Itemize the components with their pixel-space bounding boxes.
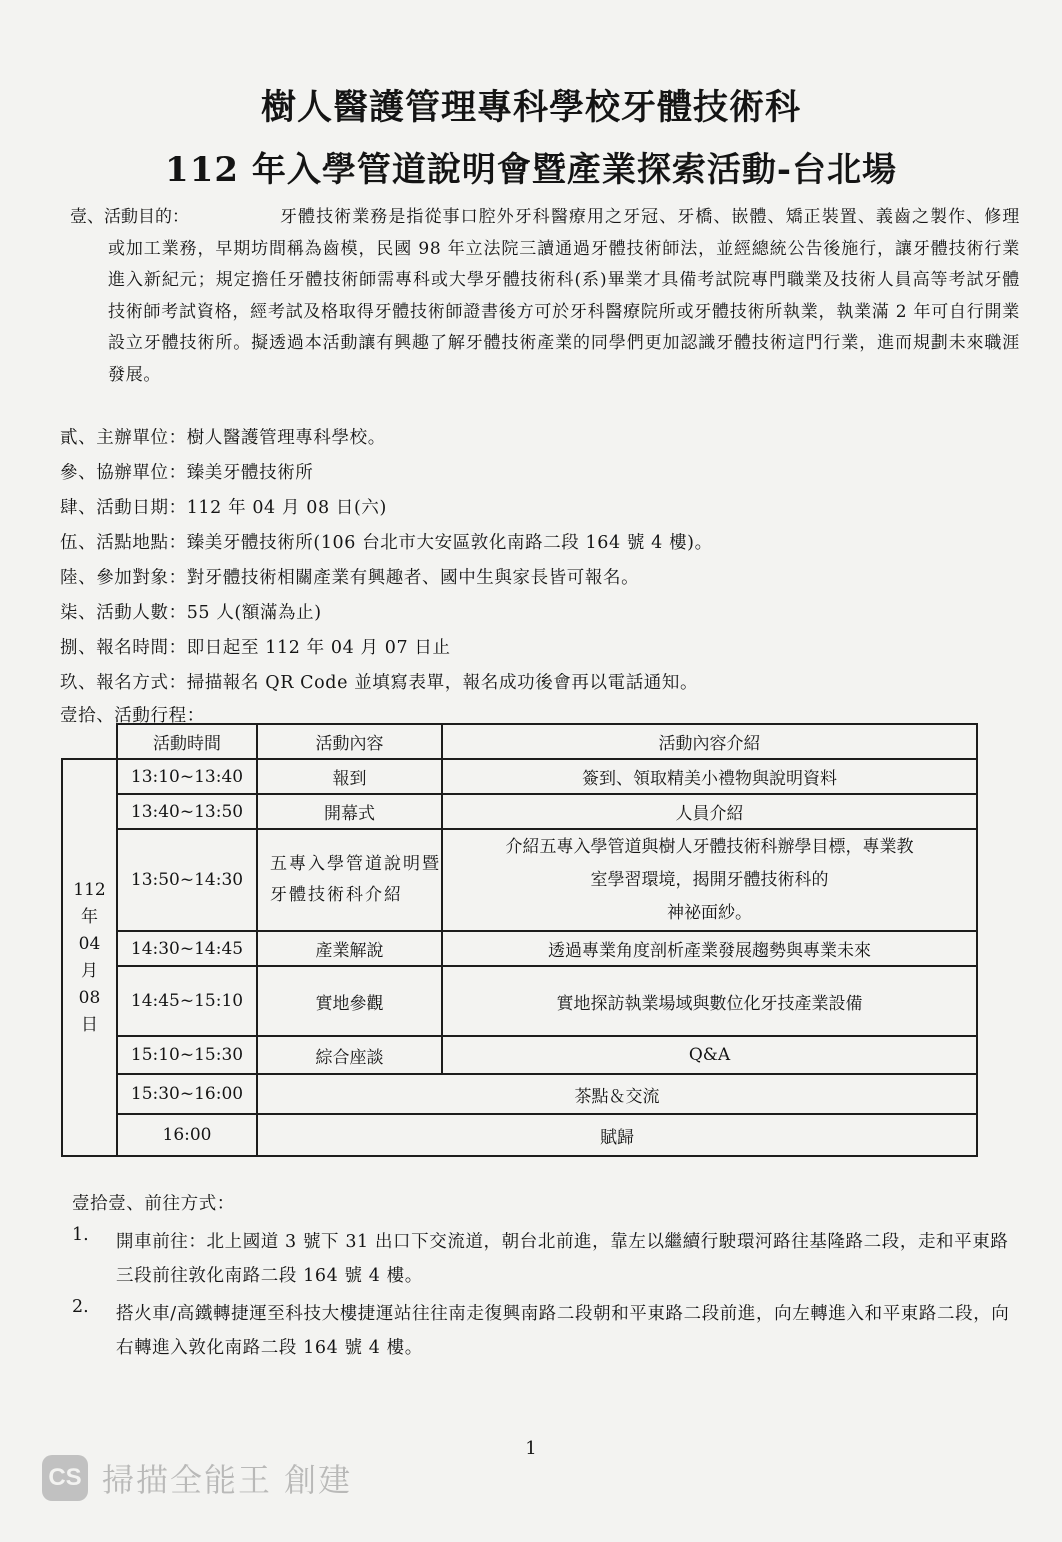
info-registration-period: 捌、報名時間：即日起至 112 年 04 月 07 日止 — [60, 638, 451, 658]
table-row — [62, 1036, 977, 1074]
document-title: 樹人醫護管理專科學校牙體技術科 — [260, 87, 801, 128]
desc-line-3: 神祕面紗。 — [667, 902, 752, 923]
desc-cell: 實地探訪執業場域與數位化牙技產業設備 — [442, 966, 977, 1036]
info-capacity: 柒、活動人數：55 人(額滿為止) — [60, 603, 322, 623]
step-text: 搭火車/高鐵轉捷運至科技大樓捷運站往往南走復興南路二段朝和平東路二段前進，向左轉進入和平東路二段，向右轉進入敦化南路二段 164 號 4 樓。 — [116, 1304, 1010, 1358]
info-location: 伍、活點地點：臻美牙體技術所(106 台北市大安區敦化南路二段 164 號 4 樓)。 — [60, 533, 713, 553]
info-registration-method: 玖、報名方式：掃描報名 QR Code 並填寫表單，報名成功後會再以電話通知。 — [60, 673, 699, 693]
page-number: 1 — [525, 1438, 537, 1459]
content-cell: 實地參觀 — [257, 966, 442, 1036]
corner-cell — [62, 724, 117, 759]
time-cell: 13:40~13:50 — [117, 794, 257, 829]
time-cell: 15:30~16:00 — [117, 1074, 257, 1114]
camscanner-logo-icon: CS — [42, 1455, 88, 1501]
table-row — [62, 966, 977, 1036]
time-cell: 16:00 — [117, 1114, 257, 1156]
schedule-header-row — [62, 724, 977, 759]
desc-cell: Q&A — [442, 1036, 977, 1074]
date-cell — [62, 759, 117, 1156]
info-organizer: 貳、主辦單位：樹人醫護管理專科學校。 — [60, 428, 386, 448]
table-row — [62, 829, 977, 931]
time-cell: 15:10~15:30 — [117, 1036, 257, 1074]
desc-cell: 簽到、領取精美小禮物與說明資料 — [442, 759, 977, 794]
purpose-text: 牙體技術業務是指從事口腔外牙科醫療用之牙冠、牙橋、嵌體、矯正裝置、義齒之製作、修理或加工業務，早期坊間稱為齒模，民國 98 年立法院三讀通過牙體技術師法，並經總統公告後施行，讓牙體技術行業進入新紀元；規定擔任牙體技術師需專科或大學牙體技術科(系)畢業才具備考試院專門職業及技術人員高等考試牙體技術師考試資格，經考試及格取得牙體技術師證書後方可於牙科醫療院所或牙體技術所執業，執業滿 2 年可自行開業設立牙體技術所。擬透過本活動讓有興趣了解牙體技術產業的同學們更加認識牙體技術這門行業，進而規劃未來職涯發展。 — [108, 207, 1020, 385]
desc-line-2: 室學習環境，揭開牙體技術科的 — [590, 869, 829, 890]
desc-cell: 透過專業角度剖析產業發展趨勢與專業未來 — [442, 931, 977, 966]
step-number: 1. — [72, 1225, 89, 1245]
table-row — [62, 1074, 977, 1114]
step-number: 2. — [72, 1297, 89, 1317]
content-cell: 產業解說 — [257, 931, 442, 966]
table-row — [62, 759, 977, 794]
info-co-organizer: 參、協辦單位：臻美牙體技術所 — [60, 463, 314, 483]
document-subtitle: 112 年入學管道說明會暨產業探索活動-台北場 — [165, 150, 897, 190]
content-cell: 綜合座談 — [257, 1036, 442, 1074]
transport-heading: 壹拾壹、前往方式： — [72, 1194, 235, 1214]
content-cell: 五專入學管道說明暨牙體技術科介紹 — [257, 829, 442, 931]
col-header-desc: 活動內容介紹 — [442, 724, 977, 759]
time-cell: 13:50~14:30 — [117, 829, 257, 931]
step-text: 開車前往：北上國道 3 號下 31 出口下交流道，朝台北前進，靠左以繼續行駛環河路往基隆路二段，走和平東路三段前往敦化南路二段 164 號 4 樓。 — [116, 1232, 1009, 1286]
watermark-text: 掃描全能王 創建 — [102, 1461, 353, 1499]
desc-cell: 人員介紹 — [442, 794, 977, 829]
transport-step — [72, 1225, 1012, 1293]
scanner-watermark — [42, 1455, 352, 1501]
transport-step — [72, 1297, 1012, 1365]
desc-cell: 茶點＆交流 — [257, 1074, 977, 1114]
schedule-heading: 壹拾、活動行程： — [60, 706, 205, 726]
info-date: 肆、活動日期：112 年 04 月 08 日(六) — [60, 498, 387, 518]
date-year: 112 — [73, 879, 106, 900]
info-audience: 陸、參加對象：對牙體技術相關產業有興趣者、國中生與家長皆可報名。 — [60, 568, 640, 588]
table-row — [62, 1114, 977, 1156]
purpose-label: 壹、活動目的： — [70, 207, 189, 227]
schedule-table — [61, 723, 978, 1157]
time-cell: 14:30~14:45 — [117, 931, 257, 966]
col-header-time: 活動時間 — [117, 724, 257, 759]
purpose-section — [70, 202, 1020, 391]
date-month-unit: 月 — [81, 960, 98, 981]
transport-section — [72, 1190, 1012, 1369]
time-cell: 14:45~15:10 — [117, 966, 257, 1036]
date-day-unit: 日 — [81, 1014, 98, 1035]
time-cell: 13:10~13:40 — [117, 759, 257, 794]
content-cell: 報到 — [257, 759, 442, 794]
table-row — [62, 794, 977, 829]
desc-line-1: 介紹五專入學管道與樹人牙體技術科辦學目標，專業教 — [505, 836, 914, 857]
date-year-unit: 年 — [81, 906, 98, 927]
col-header-content: 活動內容 — [257, 724, 442, 759]
content-cell: 開幕式 — [257, 794, 442, 829]
date-day: 08 — [78, 987, 101, 1008]
desc-cell-multiline — [442, 829, 977, 931]
desc-cell: 賦歸 — [257, 1114, 977, 1156]
date-month: 04 — [78, 933, 101, 954]
table-row — [62, 931, 977, 966]
